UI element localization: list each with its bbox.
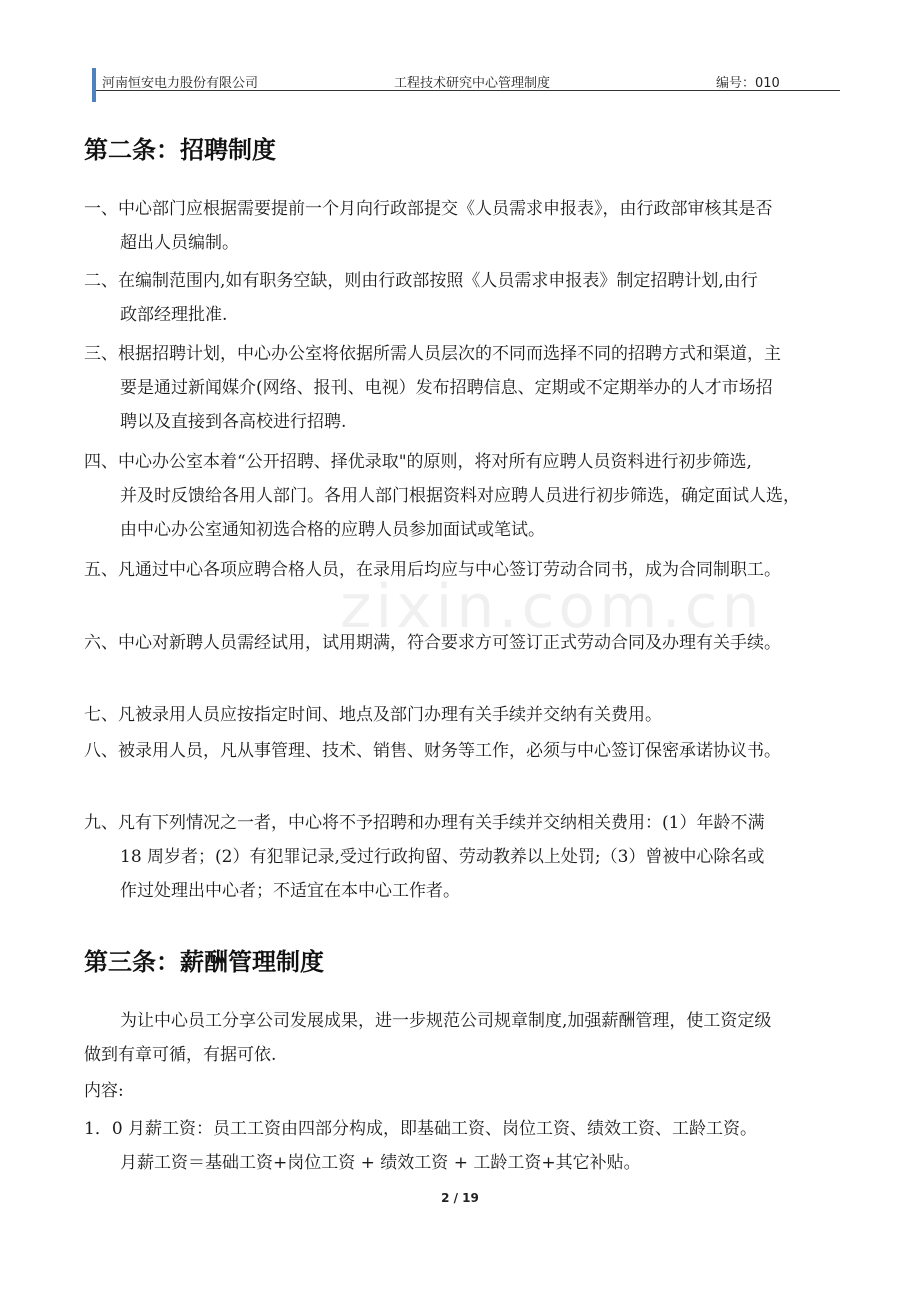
intro-line: 做到有章可循，有据可依. <box>84 1045 277 1065</box>
item-line: 由中心办公室通知初选合格的应聘人员参加面试或笔试。 <box>120 520 545 540</box>
section-2-heading: 第二条：招聘制度 <box>84 136 276 164</box>
item-line: 聘以及直接到各高校进行招聘. <box>120 412 347 432</box>
item-line: 三、根据招聘计划，中心办公室将依据所需人员层次的不同而选择不同的招聘方式和渠道，主 <box>84 344 781 364</box>
intro-line: 为让中心员工分享公司发展成果，进一步规范公司规章制度,加强薪酬管理，使工资定级 <box>120 1011 772 1031</box>
section-2-item-4 <box>84 445 864 547</box>
item-line: 五、凡通过中心各项应聘合格人员，在录用后均应与中心签订劳动合同书，成为合同制职工。 <box>84 560 781 580</box>
section-2-item-9 <box>84 806 864 908</box>
section-2-item-5 <box>84 553 864 587</box>
item-line: 超出人员编制。 <box>120 233 239 253</box>
section-3-item-1 <box>84 1112 864 1180</box>
section-2-item-8 <box>84 734 864 768</box>
item-line: 六、中心对新聘人员需经试用，试用期满，符合要求方可签订正式劳动合同及办理有关手续。 <box>84 633 781 653</box>
watermark: zixin.com.cn <box>340 572 764 642</box>
item-line: 政部经理批准. <box>120 305 228 325</box>
formula-line: 月薪工资＝基础工资+岗位工资 + 绩效工资 + 工龄工资+其它补贴。 <box>120 1153 641 1173</box>
item-line: 作过处理出中心者；不适宜在本中心工作者。 <box>120 881 460 901</box>
item-line: 九、凡有下列情况之一者，中心将不予招聘和办理有关手续并交纳相关费用：(1）年龄不满 <box>84 813 765 833</box>
item-line: 一、中心部门应根据需要提前一个月向行政部提交《人员需求申报表》，由行政部审核其是否 <box>84 199 773 219</box>
header-doc-title: 工程技术研究中心管理制度 <box>394 76 551 91</box>
section-3-intro <box>84 1004 864 1072</box>
item-line: 1．0 月薪工资：员工工资由四部分构成，即基础工资、岗位工资、绩效工资、工龄工资。 <box>84 1119 758 1139</box>
item-line: 七、凡被录用人员应按指定时间、地点及部门办理有关手续并交纳有关费用。 <box>84 705 662 725</box>
section-2-item-7 <box>84 698 864 732</box>
header-accent-bar <box>92 68 96 102</box>
item-line: 并及时反馈给各用人部门。各用人部门根据资料对应聘人员进行初步筛选，确定面试人选， <box>120 486 800 506</box>
item-line: 二、在编制范围内,如有职务空缺，则由行政部按照《人员需求申报表》制定招聘计划,由行 <box>84 271 758 291</box>
page-header <box>92 68 840 102</box>
header-company: 河南恒安电力股份有限公司 <box>102 76 259 91</box>
section-2-item-2 <box>84 264 864 332</box>
item-line: 要是通过新闻媒介(网络、报刊、电视）发布招聘信息、定期或不定期举办的人才市场招 <box>120 378 773 398</box>
item-line: 18 周岁者；(2）有犯罪记录,受过行政拘留、劳动教养以上处罚;（3）曾被中心除名或 <box>120 847 765 867</box>
page-number: 2 / 19 <box>441 1191 479 1205</box>
section-2-item-1 <box>84 192 864 260</box>
item-line: 八、被录用人员，凡从事管理、技术、销售、财务等工作，必须与中心签订保密承诺协议书。 <box>84 741 781 761</box>
section-2-item-6 <box>84 626 864 660</box>
section-3-heading: 第三条：薪酬管理制度 <box>84 948 324 976</box>
content-label: 内容: <box>84 1081 124 1101</box>
section-3-content-label <box>84 1074 864 1108</box>
header-doc-number: 编号：010 <box>716 76 780 91</box>
item-line: 四、中心办公室本着“公开招聘、择优录取"的原则，将对所有应聘人员资料进行初步筛选, <box>84 452 752 472</box>
section-2-item-3 <box>84 337 864 439</box>
